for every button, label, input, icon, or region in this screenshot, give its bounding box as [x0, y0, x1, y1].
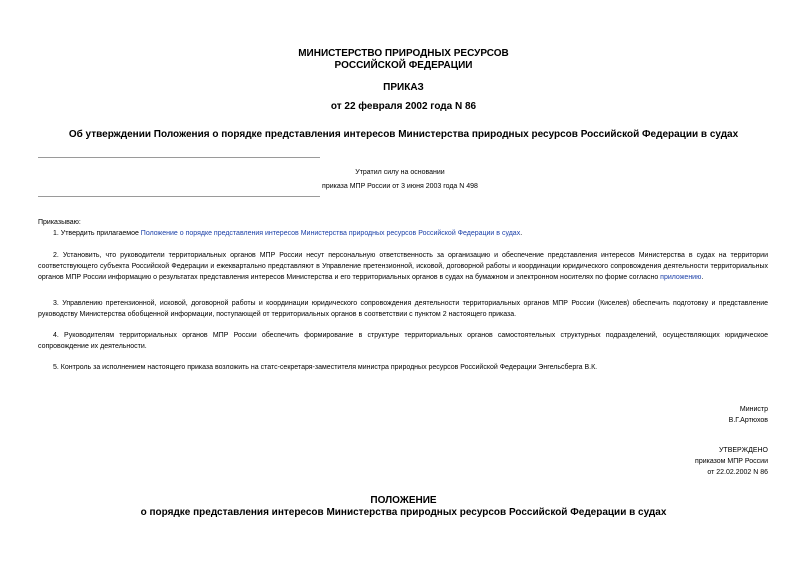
paragraph-1: [38, 228, 768, 239]
signature-block: [729, 404, 768, 426]
approval-line-2: приказом МПР России: [695, 458, 768, 465]
annex-title: ПОЛОЖЕНИЕ: [370, 495, 437, 506]
paragraph-4: 4. Руководителям территориальных органов МПР России обеспечить формирование в структуре территориальных органов самостоятельных структурных подразделений, осуществляющих юридическое сопровождение их деятельности.: [38, 332, 768, 350]
regulation-link[interactable]: Положение о порядке представления интересов Министерства природных ресурсов Российской Федерации в судах: [140, 230, 521, 237]
annex-subtitle: о порядке представления интересов Министерства природных ресурсов Российской Федерации в судах: [140, 507, 667, 518]
separator-bottom: [38, 196, 320, 197]
doc-type: ПРИКАЗ: [383, 82, 424, 93]
paragraph-2-suffix: .: [701, 274, 704, 281]
approval-line-1: УТВЕРЖДЕНО: [718, 447, 768, 454]
ministry-line-2: РОССИЙСКОЙ ФЕДЕРАЦИИ: [334, 60, 473, 71]
paragraph-5: 5. Контроль за исполнением настоящего приказа возложить на статс-секретаря-заместителя министра природных ресурсов Российской Федерации Энгельсберга В.К.: [53, 364, 598, 371]
doc-title: Об утверждении Положения о порядке представления интересов Министерства природных ресурсов Российской Федерации в судах: [68, 129, 739, 140]
repeal-line-1: Утратил силу на основании: [355, 169, 445, 176]
paragraph-1-suffix: .: [520, 230, 523, 237]
approval-block: [695, 445, 768, 478]
ministry-line-1: МИНИСТЕРСТВО ПРИРОДНЫХ РЕСУРСОВ: [298, 48, 509, 59]
intro-text: Приказываю:: [38, 219, 81, 226]
repeal-note: [300, 166, 500, 194]
paragraph-3: 3. Управлению претензионной, исковой, договорной работы и координации юридического сопровождения деятельности территориальных органов МПР России (Киселев) обеспечить подготовку и представление руководству Министерства обобщенной информации, поступающей от территориальных органов в соответствии с пунктом 2 настоящего приказа.: [38, 300, 768, 318]
paragraph-2-text: 2. Установить, что руководители территориальных органов МПР России несут персональную ответственность за организацию и обеспечение представления интересов Министерства в судах на территории соответствующего субъекта Российской Федерации и ежеквартально представляют в Управление претензионной, исковой, договорной работы и координации юридического сопровождения деятельности территориальных органов МПР России информацию о результатах представления интересов Министерства и его территориальных органов в судах на бумажном и электронном носителях по форме согласно: [38, 252, 768, 281]
signature-position: Министр: [739, 406, 768, 413]
doc-date-number: от 22 февраля 2002 года N 86: [330, 101, 477, 112]
signature-name: В.Г.Артюхов: [728, 417, 768, 424]
separator-top: [38, 157, 320, 158]
repeal-line-2: приказа МПР России от 3 июня 2003 года N 498: [322, 183, 478, 190]
approval-line-3: от 22.02.2002 N 86: [707, 469, 768, 476]
appendix-link[interactable]: приложению: [660, 274, 702, 281]
paragraph-2: [38, 250, 768, 283]
paragraph-1-text: 1. Утвердить прилагаемое: [53, 230, 141, 237]
